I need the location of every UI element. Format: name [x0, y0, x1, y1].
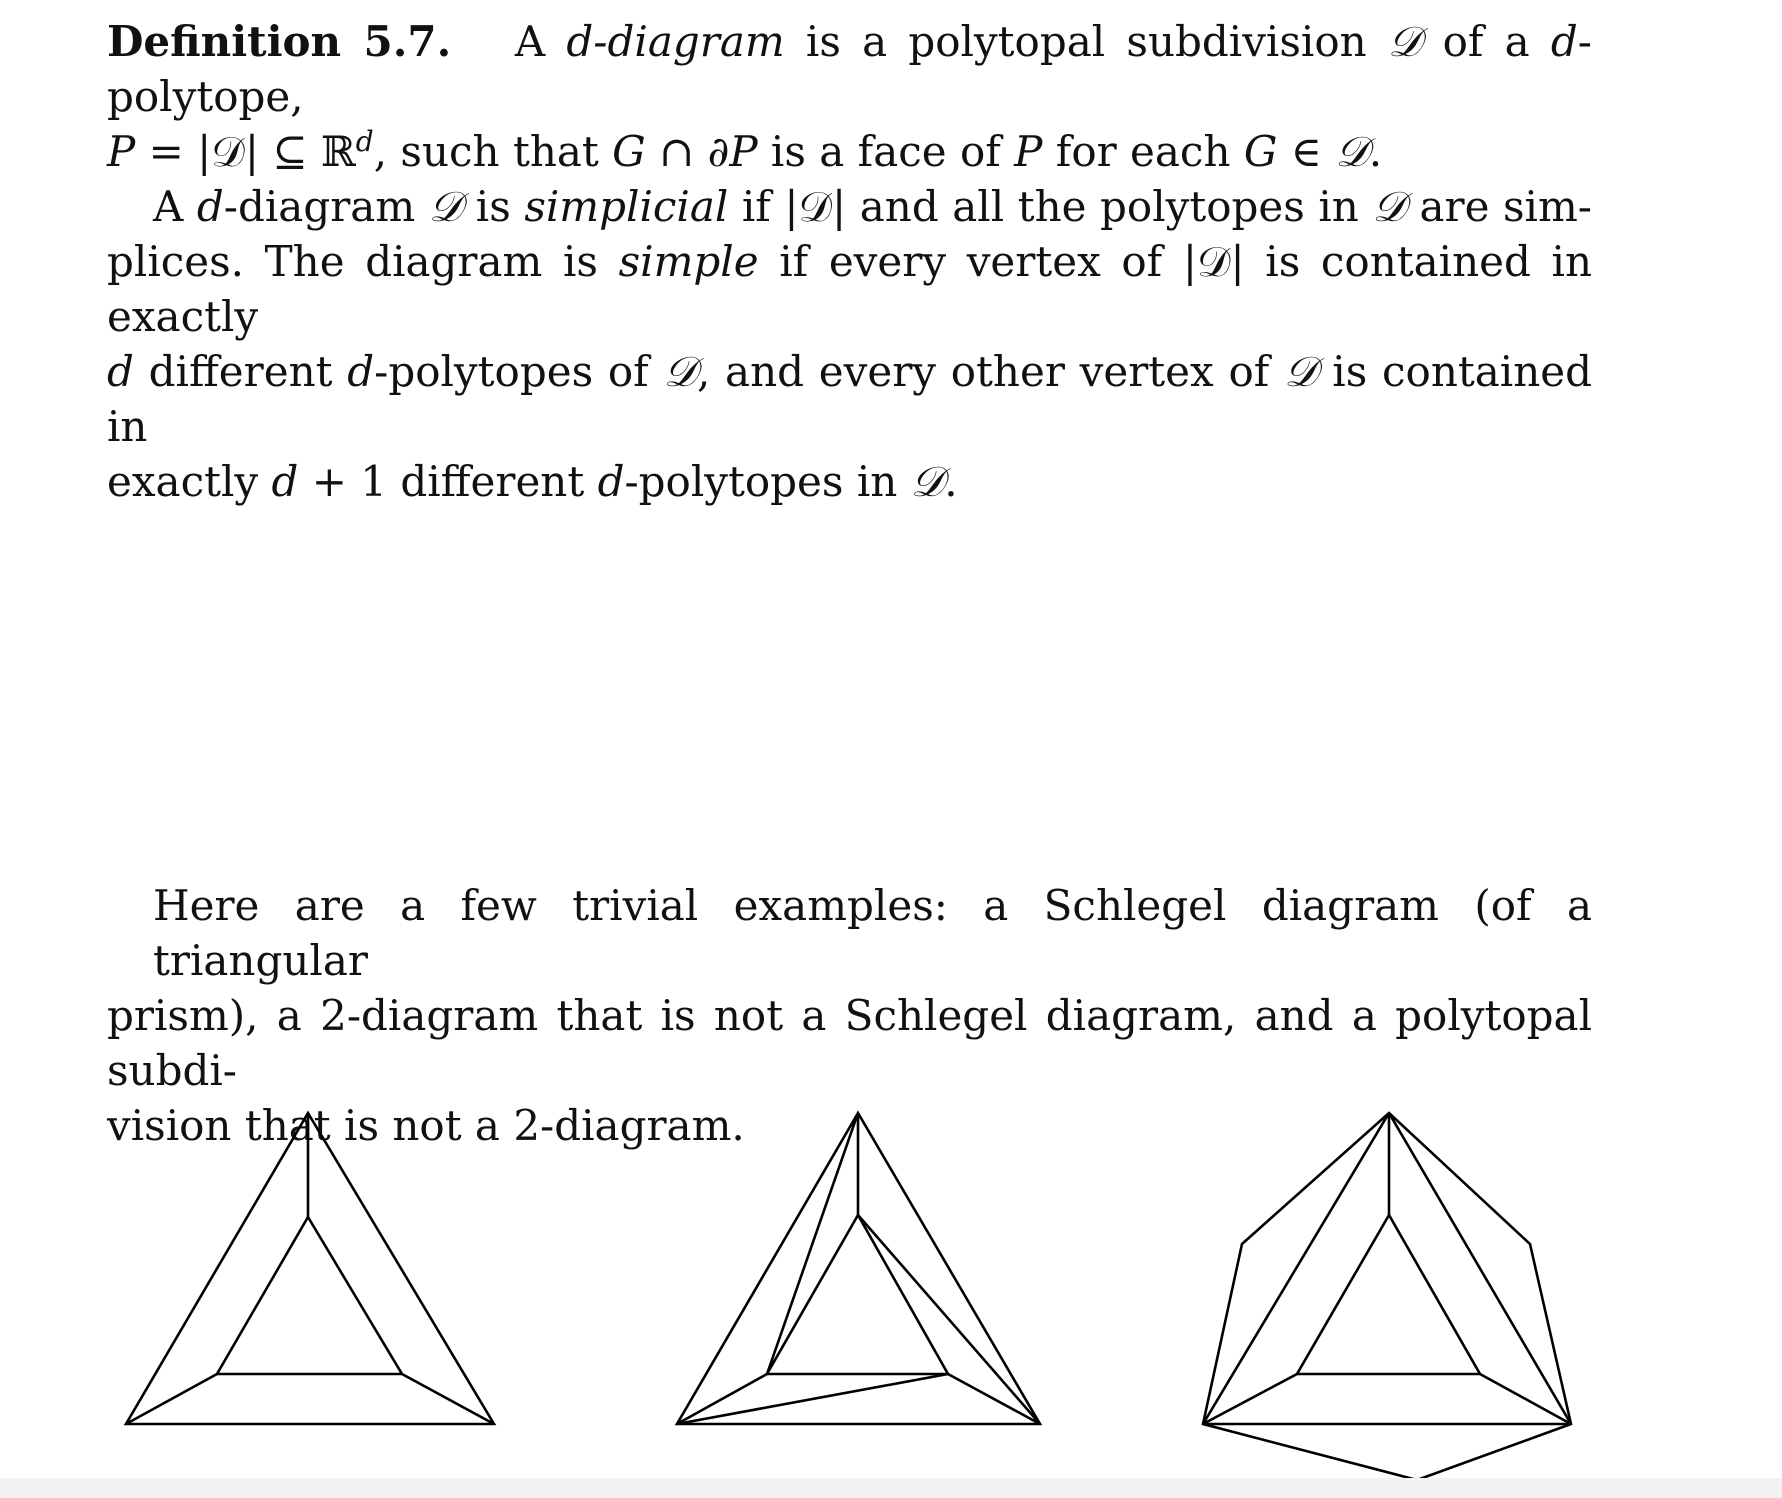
inner-triangle — [1297, 1215, 1480, 1374]
term-simplicial: simplicial — [524, 182, 729, 231]
figure-3 — [1203, 1113, 1571, 1480]
page-bottom-strip — [0, 1478, 1782, 1498]
definition-line-6: exactly d + 1 different d-polytopes in 𝒟. — [107, 457, 958, 506]
definition-line-3: A d-diagram 𝒟 is simplicial if |𝒟| and all the polytopes in 𝒟 are sim- — [153, 182, 1593, 231]
definition-line-2: P = |𝒟| ⊆ ℝ$^d$, such that G ∩ ∂P is a face of P for each G ∈ 𝒟. — [107, 125, 1383, 176]
inner-triangle — [217, 1217, 402, 1374]
definition-line-5: d different d-polytopes of 𝒟, and every other vertex of 𝒟 is contained in — [107, 347, 1593, 451]
term-simple: simple — [618, 237, 759, 286]
definition-line-1: Definition 5.7. A d-diagram is a polytopal subdivision 𝒟 of a d-polytope, — [107, 17, 1592, 121]
examples-line-2: prism), a 2-diagram that is not a Schlegel diagram, and a polytopal subdi- — [107, 991, 1592, 1095]
outer-triangle — [126, 1113, 494, 1424]
examples-line-3: vision that is not a 2-diagram. — [107, 1101, 745, 1150]
definition-line-4: plices. The diagram is simple if every vertex of |𝒟| is contained in exactly — [107, 237, 1592, 341]
examples-line-1: Here are a few trivial examples: a Schlegel diagram (of a triangular — [153, 881, 1592, 985]
edge-bottom-left — [677, 1374, 948, 1424]
figure-2 — [677, 1113, 1040, 1424]
diag-top-left — [1203, 1113, 1389, 1424]
edge-inner-right — [858, 1215, 1040, 1424]
term-d-diagram: d-diagram — [566, 17, 785, 66]
diag-top-right — [1389, 1113, 1571, 1424]
definition-label: Definition 5.7. — [107, 17, 452, 66]
figure-1 — [126, 1113, 494, 1424]
